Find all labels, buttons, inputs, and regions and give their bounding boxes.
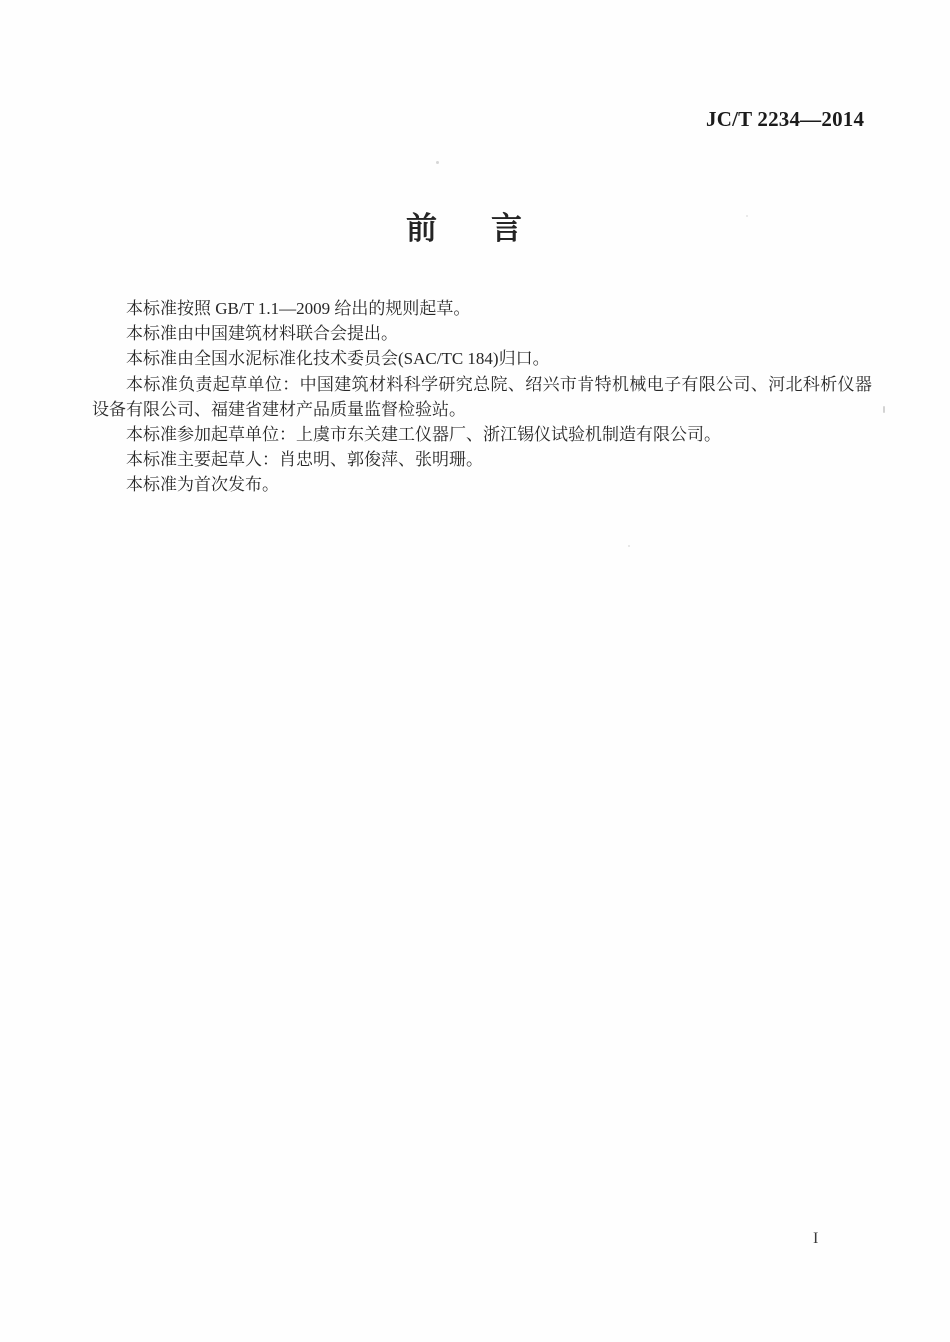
- paragraph-responsible-drafting-units: 本标准负责起草单位：中国建筑材料科学研究总院、绍兴市肯特机械电子有限公司、河北科析仪器设备有限公司、福建省建材产品质量监督检验站。: [92, 374, 872, 419]
- paragraph-participating-drafting-units: 本标准参加起草单位：上虞市东关建工仪器厂、浙江锡仪试验机制造有限公司。: [126, 425, 721, 445]
- paragraph-main-drafters: 本标准主要起草人：肖忠明、郭俊萍、张明珊。: [126, 450, 483, 470]
- paragraph-proposed-by: 本标准由中国建筑材料联合会提出。: [126, 324, 398, 344]
- scan-speck: [746, 215, 748, 217]
- paragraph-drafting-rules: 本标准按照 GB/T 1.1—2009 给出的规则起草。: [126, 299, 471, 318]
- scan-speck: [883, 406, 885, 413]
- paragraph-centralized-by: 本标准由全国水泥标准化技术委员会(SAC/TC 184)归口。: [126, 349, 550, 369]
- page-number: I: [813, 1230, 819, 1247]
- foreword-title: 前言: [406, 211, 576, 246]
- scan-speck: [436, 161, 439, 164]
- paragraph-first-issue: 本标准为首次发布。: [126, 475, 279, 495]
- standard-number: JC/T 2234—2014: [706, 107, 865, 131]
- foreword-body: [92, 296, 872, 498]
- scan-speck: [628, 545, 630, 547]
